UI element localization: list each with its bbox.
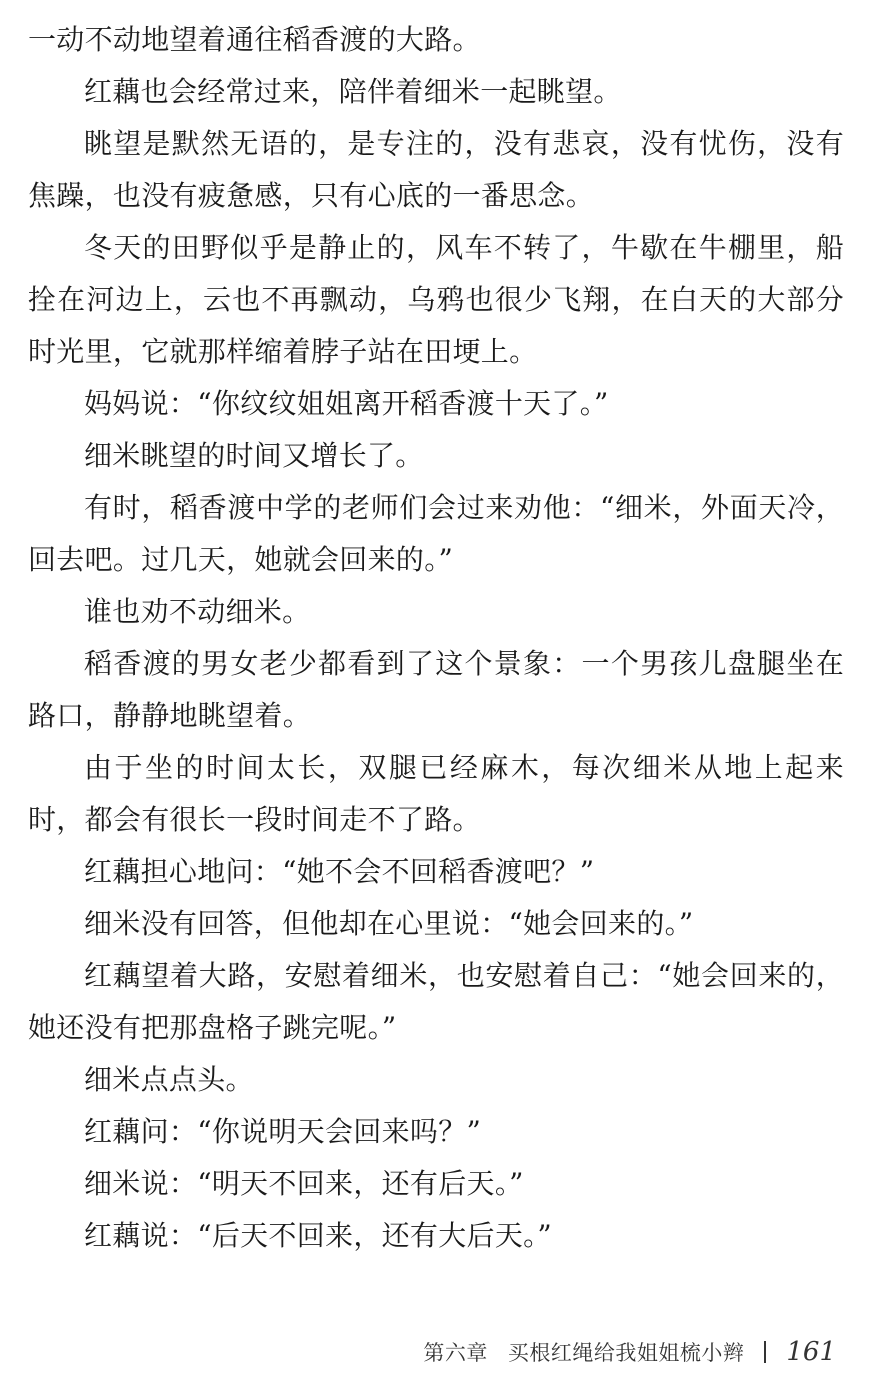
paragraph: 红藕也会经常过来，陪伴着细米一起眺望。 bbox=[84, 75, 622, 108]
paragraph: 有时，稻香渡中学的老师们会过来劝他：“细米，外面天冷，回去吧。过几天，她就会回来的。” bbox=[28, 491, 844, 576]
paragraph: 冬天的田野似乎是静止的，风车不转了，牛歇在牛棚里，船拴在河边上，云也不再飘动，乌鸦也很少飞翔，在白天的大部分时光里，它就那样缩着脖子站在田埂上。 bbox=[28, 231, 844, 368]
paragraph: 由于坐的时间太长，双腿已经麻木，每次细米从地上起来时，都会有很长一段时间走不了路。 bbox=[28, 751, 844, 836]
body-text bbox=[28, 14, 844, 1262]
paragraph: 红藕问：“你说明天会回来吗？” bbox=[84, 1115, 482, 1148]
paragraph: 眺望是默然无语的，是专注的，没有悲哀，没有忧伤，没有焦躁，也没有疲惫感，只有心底的一番思念。 bbox=[28, 127, 844, 212]
chapter-number: 第六章 bbox=[423, 1341, 488, 1365]
chapter-title: 买根红绳给我姐姐梳小辫 bbox=[507, 1341, 745, 1365]
paragraph: 细米说：“明天不回来，还有后天。” bbox=[84, 1167, 524, 1200]
paragraph: 细米点点头。 bbox=[84, 1063, 254, 1096]
paragraph: 细米没有回答，但他却在心里说：“她会回来的。” bbox=[84, 907, 694, 940]
paragraph: 一动不动地望着通往稻香渡的大路。 bbox=[28, 23, 481, 56]
paragraph: 妈妈说：“你纹纹姐姐离开稻香渡十天了。” bbox=[84, 387, 609, 420]
paragraph: 稻香渡的男女老少都看到了这个景象：一个男孩儿盘腿坐在路口，静静地眺望着。 bbox=[28, 647, 844, 732]
paragraph: 红藕担心地问：“她不会不回稻香渡吧？” bbox=[84, 855, 595, 888]
paragraph: 谁也劝不动细米。 bbox=[84, 595, 311, 628]
page-footer bbox=[0, 1332, 836, 1372]
paragraph: 红藕望着大路，安慰着细米，也安慰着自己：“她会回来的，她还没有把那盘格子跳完呢。” bbox=[28, 959, 844, 1044]
footer-divider bbox=[764, 1341, 766, 1363]
running-header bbox=[423, 1337, 744, 1367]
paragraph: 细米眺望的时间又增长了。 bbox=[84, 439, 424, 472]
paragraph: 红藕说：“后天不回来，还有大后天。” bbox=[84, 1219, 553, 1252]
page-number: 161 bbox=[786, 1337, 836, 1367]
